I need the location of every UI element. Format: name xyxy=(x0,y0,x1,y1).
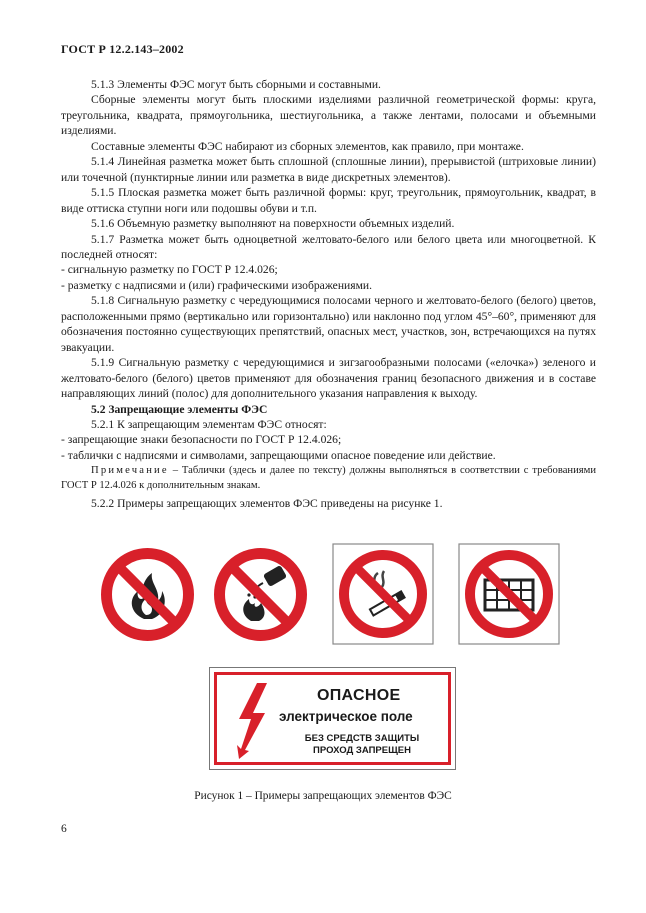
list-item: - сигнальную разметку по ГОСТ Р 12.4.026; xyxy=(61,263,278,277)
no-water-extinguish-icon xyxy=(213,547,308,642)
no-smoking-icon xyxy=(332,543,434,645)
plate-subtitle: электрическое поле xyxy=(279,709,413,724)
no-storage-icon xyxy=(458,543,560,645)
paragraph: 5.1.8 Сигнальную разметку с чередующимися полосами черного и желтовато-белого (белого) цветов, расположенными прямо (вертикально или горизонтально) или наклонно под углом 45°–60°, применяют для обозначения постоянно существующих препятствий, опасных мест, участков, зон, встречающихся на путях эвакуации. xyxy=(61,294,596,354)
list-item: - таблички с надписями и символами, запрещающими опасное поведение или действие. xyxy=(61,448,496,462)
note-label: Примечание xyxy=(91,465,169,477)
list-item: - запрещающие знаки безопасности по ГОСТ Р 12.4.026; xyxy=(61,433,342,447)
plate-warning-line: ПРОХОД ЗАПРЕЩЕН xyxy=(313,745,411,756)
no-open-flame-icon xyxy=(100,547,195,642)
plate-title: ОПАСНОЕ xyxy=(317,687,401,704)
paragraph: 5.1.5 Плоская разметка может быть различной формы: круг, треугольник, прямоугольник, квадрат, в виде оттиска ступни ноги или подошвы обуви и т.п. xyxy=(61,186,596,215)
document-header: ГОСТ Р 12.2.143–2002 xyxy=(61,42,184,56)
paragraph: Сборные элементы могут быть плоскими изделиями различной геометрической формы: круга, треугольника, квадрата, прямоугольника, шестиугольника, а также лентами, полосами и объемными изделиями. xyxy=(61,93,596,138)
plate-border xyxy=(214,672,451,765)
danger-plate xyxy=(209,667,456,770)
paragraph: 5.1.9 Сигнальную разметку с чередующимися и зигзагообразными полосами («елочка») зеленого и желтовато-белого (белого) цветов применяют для обозначения границ безопасного движения и в составе направляющих линий (полос) для дополнительного указания направления к выходу. xyxy=(61,356,596,401)
note-paragraph xyxy=(61,463,596,493)
paragraph: Составные элементы ФЭС набирают из сборных элементов, как правило, при монтаже. xyxy=(91,139,524,153)
paragraph: 5.1.4 Линейная разметка может быть сплошной (сплошные линии), прерывистой (штриховые линии) или точечной (пунктирные линии или разметка в виде дискретных элементов). xyxy=(61,155,596,184)
page-number: 6 xyxy=(61,823,67,835)
body-text xyxy=(61,77,596,512)
paragraph: 5.1.7 Разметка может быть одноцветной желтовато-белого или белого цвета или многоцветной. К последней относят: xyxy=(61,232,596,261)
lightning-bolt-icon xyxy=(235,683,271,759)
paragraph: 5.2.2 Примеры запрещающих элементов ФЭС приведены на рисунке 1. xyxy=(91,497,443,511)
note-text: – Таблички (здесь и далее по тексту) должны выполняться в соответствии с требованиями ГОСТ Р 12.4.026 к дополнительным знакам. xyxy=(61,465,596,492)
paragraph: 5.1.6 Объемную разметку выполняют на поверхности объемных изделий. xyxy=(91,217,455,231)
section-heading: 5.2 Запрещающие элементы ФЭС xyxy=(91,402,268,416)
figure-caption: Рисунок 1 – Примеры запрещающих элементов ФЭС xyxy=(194,790,452,802)
list-item: - разметку с надписями и (или) графическими изображениями. xyxy=(61,278,373,292)
plate-warning-line: БЕЗ СРЕДСТВ ЗАЩИТЫ xyxy=(304,733,420,744)
paragraph: 5.2.1 К запрещающим элементам ФЭС относят: xyxy=(91,417,327,431)
paragraph: 5.1.3 Элементы ФЭС могут быть сборными и составными. xyxy=(91,78,381,91)
plate-warning-text xyxy=(297,733,427,757)
